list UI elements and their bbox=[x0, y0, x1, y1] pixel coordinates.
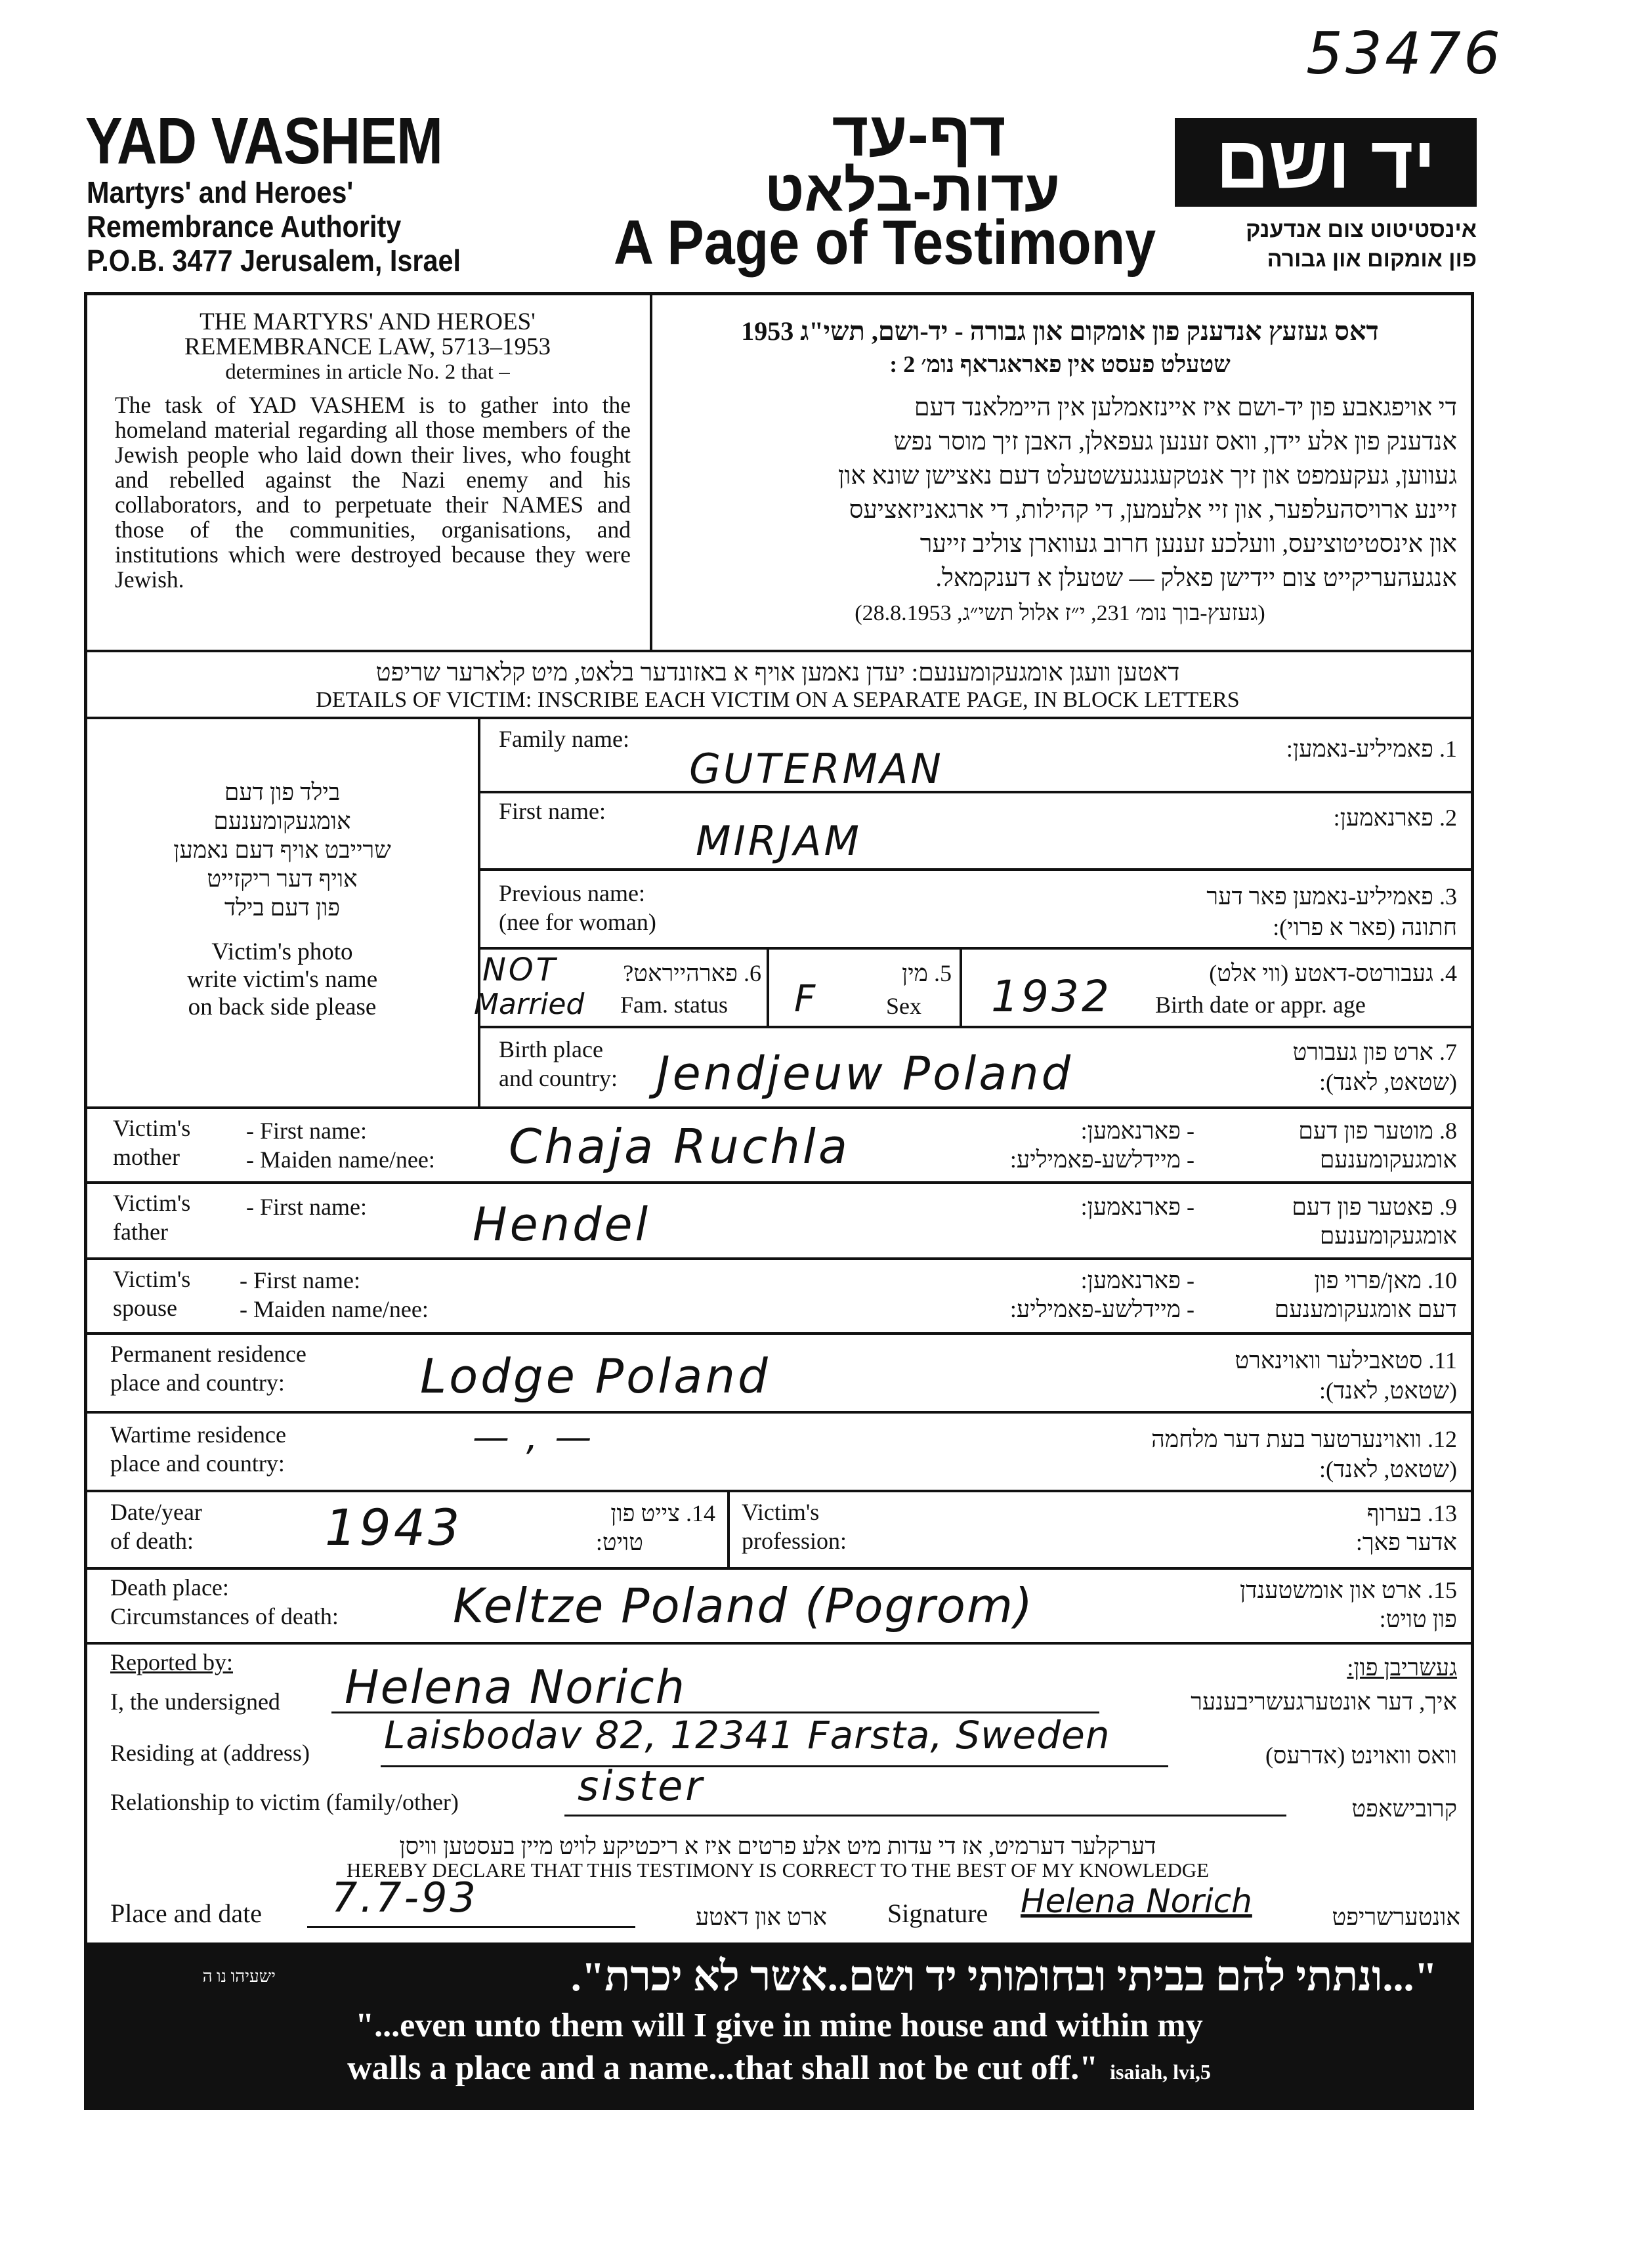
family-name-value[interactable]: GUTERMAN bbox=[689, 745, 944, 793]
birth-date-value[interactable]: 1932 bbox=[991, 971, 1112, 1022]
residing-label-yiddish: וואס וואוינט (אדרעס) bbox=[1265, 1742, 1457, 1769]
family-name-label-yiddish: 1. פאמיליע-נאמען: bbox=[1286, 736, 1457, 762]
mother-maiden-name-label-yiddish: - מיידלשע-פאמיליע: bbox=[1009, 1146, 1194, 1173]
details-heading: DETAILS OF VICTIM: INSCRIBE EACH VICTIM ON A SEPARATE PAGE, IN BLOCK LETTERS bbox=[316, 688, 1240, 712]
spouse-title-2: spouse bbox=[113, 1295, 177, 1321]
row-line bbox=[479, 1026, 1473, 1028]
footer-line-1: "...even unto them will I give in mine house and within my bbox=[355, 2007, 1203, 2044]
birth-place-label: Birth place bbox=[499, 1036, 603, 1062]
declaration: HEREBY DECLARE THAT THIS TESTIMONY IS CORRECT TO THE BEST OF MY KNOWLEDGE bbox=[346, 1858, 1210, 1881]
logo-sub-2: פון אומקום און גבורה bbox=[1267, 247, 1477, 272]
relationship-label-yiddish: קרובישאפט bbox=[1351, 1796, 1457, 1822]
wartime-residence-value[interactable]: — , — bbox=[473, 1416, 595, 1459]
first-name-label: First name: bbox=[499, 798, 606, 824]
wartime-residence-sublabel: place and country: bbox=[110, 1450, 285, 1477]
org-name: YAD VASHEM bbox=[85, 104, 443, 178]
death-place-label-yiddish: 15. ארט און אומשטענדן bbox=[1240, 1577, 1457, 1603]
fam-status-label: Fam. status bbox=[620, 992, 729, 1018]
mother-title-yiddish: 8. מוטער פון דעם bbox=[1298, 1118, 1457, 1144]
law-yiddish-heading-2: שטעלט פעסט אין פאראגראף נומ׳ 2 : bbox=[889, 351, 1231, 377]
death-place-label: Death place: bbox=[110, 1574, 229, 1601]
details-heading-yiddish: דאטען וועגן אומגעקומענעם: יעדן נאמען אויף א באזונדער בלאט, מיט קלארער שריפט bbox=[375, 659, 1180, 686]
row-line bbox=[85, 1411, 1473, 1414]
photo-english-3: on back side please bbox=[188, 994, 377, 1020]
birth-place-label-yiddish: 7. ארט פון געבורט bbox=[1292, 1039, 1457, 1065]
permanent-residence-sublabel: place and country: bbox=[110, 1370, 285, 1396]
residing-value[interactable]: Laisbodav 82, 12341 Farsta, Sweden bbox=[384, 1713, 1110, 1757]
law-yiddish-heading-1: דאס געזעץ אנדענק פון אומקום און גבורה - יד-ושם, תשי"ג 1953 bbox=[741, 316, 1379, 346]
signature-label: Signature bbox=[887, 1899, 988, 1928]
col-divider bbox=[960, 947, 962, 1026]
law-yiddish-line: און אינסטיטוציעס, וועלכע זענען חרוב געווארן צוליב זייער bbox=[919, 530, 1457, 558]
place-date-value[interactable]: 7.7-93 bbox=[331, 1874, 478, 1922]
permanent-residence-sublabel-yiddish: (שטאט, לאנד): bbox=[1319, 1377, 1457, 1404]
row-line bbox=[479, 868, 1473, 871]
photo-divider bbox=[478, 718, 480, 1108]
reported-by-label: Reported by: bbox=[110, 1649, 233, 1675]
spouse-first-name-label: - First name: bbox=[240, 1267, 360, 1293]
org-line1: Martyrs' and Heroes' bbox=[87, 175, 354, 209]
undersigned-label-yiddish: איך, דער אונטערגעשריבענער bbox=[1191, 1689, 1457, 1715]
spouse-title-yiddish-2: דעם אומגעקומענעם bbox=[1274, 1296, 1457, 1322]
permanent-residence-label: Permanent residence bbox=[110, 1341, 306, 1367]
death-place-sublabel-yiddish: פון טויט: bbox=[1379, 1606, 1457, 1632]
profession-sublabel: profession: bbox=[742, 1528, 847, 1554]
death-date-label-yiddish: 14. צייט פון bbox=[610, 1500, 715, 1526]
law-heading-2: REMEMBRANCE LAW, 5713–1953 bbox=[184, 333, 551, 360]
wartime-residence-sublabel-yiddish: (שטאט, לאנד): bbox=[1319, 1456, 1457, 1482]
place-date-label: Place and date bbox=[110, 1899, 262, 1928]
row-line bbox=[85, 1642, 1473, 1645]
fam-status-value-2[interactable]: Married bbox=[474, 988, 585, 1021]
photo-yiddish-5: פון דעם בילד bbox=[224, 894, 341, 921]
law-yiddish-line: די אויפגאבע פון יד-ושם איז איינזאמלען אין היימלאנד דעם bbox=[914, 394, 1457, 421]
spouse-title: Victim's bbox=[113, 1266, 191, 1292]
footer-hebrew: "...ונתתי להם בביתי ובחומותי יד ושם..אשר לא יכרת". bbox=[570, 1953, 1437, 2000]
relationship-value[interactable]: sister bbox=[578, 1762, 705, 1810]
previous-name-sublabel: (nee for woman) bbox=[499, 909, 656, 935]
photo-yiddish-2: אומגעקומענעם bbox=[213, 808, 351, 834]
birth-place-sublabel-yiddish: (שטאט, לאנד): bbox=[1319, 1069, 1457, 1095]
row-line bbox=[85, 1181, 1473, 1184]
residing-underline bbox=[381, 1765, 1168, 1767]
law-yiddish-citation: (געזעץ-בוך נומ׳ 231, י״ז אלול תשי״ג, 28.8.1953) bbox=[855, 601, 1265, 625]
row-line bbox=[479, 947, 1473, 950]
fam-status-label-yiddish: 6. פארהייראט? bbox=[623, 960, 761, 986]
wartime-residence-label-yiddish: 12. וואוינערטער בעת דער מלחמה bbox=[1151, 1426, 1457, 1452]
father-value[interactable]: Hendel bbox=[473, 1198, 651, 1251]
father-title-2: father bbox=[113, 1219, 168, 1245]
sex-label: Sex bbox=[886, 993, 921, 1019]
law-bottom-line bbox=[85, 650, 1473, 652]
org-line2: Remembrance Authority bbox=[87, 209, 402, 243]
spouse-maiden-name-label-yiddish: - מיידלשע-פאמיליע: bbox=[1009, 1296, 1194, 1322]
father-first-name-label: - First name: bbox=[246, 1194, 367, 1220]
father-title-yiddish-2: אומגעקומענעם bbox=[1319, 1223, 1457, 1249]
reported-by-label-yiddish: געשריבן פון: bbox=[1347, 1654, 1457, 1681]
law-divider bbox=[650, 294, 652, 652]
father-title-yiddish: 9. פאטער פון דעם bbox=[1292, 1194, 1457, 1220]
photo-yiddish-1: בילד פון דעם bbox=[224, 779, 341, 805]
family-name-label: Family name: bbox=[499, 726, 629, 752]
birth-date-label: Birth date or appr. age bbox=[1155, 992, 1366, 1018]
law-heading-1: THE MARTYRS' AND HEROES' bbox=[200, 308, 536, 335]
profession-sublabel-yiddish: אדער פאך: bbox=[1355, 1529, 1457, 1555]
permanent-residence-value[interactable]: Lodge Poland bbox=[420, 1349, 771, 1404]
death-date-value[interactable]: 1943 bbox=[325, 1498, 463, 1557]
undersigned-label: I, the undersigned bbox=[110, 1689, 280, 1715]
sex-value[interactable]: F bbox=[794, 978, 818, 1020]
wartime-residence-label: Wartime residence bbox=[110, 1421, 286, 1448]
law-yiddish-line: זיינע ארויסהעלפער, און זיי אלעמען, די קהילות, די ארגאניזאציעס bbox=[849, 496, 1457, 524]
law-heading-3: determines in article No. 2 that – bbox=[225, 360, 510, 384]
mother-first-name-label-yiddish: - פארנאמען: bbox=[1080, 1118, 1194, 1144]
permanent-residence-label-yiddish: 11. סטאבילער וואוינארט bbox=[1235, 1347, 1457, 1374]
row-line bbox=[85, 1567, 1473, 1570]
footer-line-2-row bbox=[85, 2048, 1473, 2097]
signature-label-yiddish: אונטערשריפט bbox=[1332, 1904, 1460, 1930]
relationship-label: Relationship to victim (family/other) bbox=[110, 1789, 459, 1815]
previous-name-sublabel-yiddish: חתונה (פאר א פרוי): bbox=[1273, 914, 1457, 940]
logo-sub-1: אינסטיטוט צום אנדענק bbox=[1246, 217, 1477, 242]
mother-maiden-name-label: - Maiden name/nee: bbox=[246, 1146, 435, 1173]
sex-label-yiddish: 5. מין bbox=[902, 960, 952, 986]
place-date-label-yiddish: ארט און דאטע bbox=[695, 1904, 827, 1930]
father-title: Victim's bbox=[113, 1190, 191, 1216]
place-date-underline bbox=[307, 1926, 635, 1928]
birth-place-value[interactable]: Jendjeuw Poland bbox=[656, 1047, 1074, 1101]
org-line3: P.O.B. 3477 Jerusalem, Israel bbox=[87, 243, 461, 278]
law-yiddish-line: אנגעהעריקייט צום יידישן פאלק — שטעלן א דענקמאל. bbox=[935, 564, 1457, 592]
mother-title: Victim's bbox=[113, 1115, 191, 1141]
profession-label: Victim's bbox=[742, 1499, 820, 1525]
first-name-label-yiddish: 2. פארנאמען: bbox=[1333, 805, 1457, 831]
undersigned-value[interactable]: Helena Norich bbox=[345, 1660, 686, 1714]
mother-first-name-label: - First name: bbox=[246, 1118, 367, 1144]
photo-yiddish-3: שרייבט אויף דעם נאמען bbox=[173, 837, 391, 863]
law-yiddish-line: אנדענק פון אלע יידן, וואס זענען געפאלן, האבן זיך מוסר נפש bbox=[893, 428, 1457, 455]
spouse-first-name-label-yiddish: - פארנאמען: bbox=[1080, 1267, 1194, 1293]
death-place-value[interactable]: Keltze Poland (Pogrom) bbox=[453, 1578, 1034, 1633]
photo-yiddish-4: אויף דער ריקזייט bbox=[207, 866, 358, 892]
death-date-sublabel: of death: bbox=[110, 1528, 194, 1554]
row-line bbox=[85, 1106, 1473, 1109]
mother-title-yiddish-2: אומגעקומענעם bbox=[1319, 1146, 1457, 1173]
law-body: The task of YAD VASHEM is to gather into the homeland material regarding all those members of the Jewish people who laid down their lives, who fought and rebelled against the Nazi enemy and his collaborators, and to perpetuate their NAMES and those of the communities, organisations, and institutions which were destroyed because they were Jewish. bbox=[115, 392, 631, 593]
signature-value[interactable]: Helena Norich bbox=[1021, 1882, 1252, 1920]
footer-hebrew-ref: ישעיהו נו ה bbox=[202, 1967, 276, 1986]
col-divider bbox=[767, 947, 769, 1026]
spouse-maiden-name-label: - Maiden name/nee: bbox=[240, 1296, 429, 1322]
record-number: 53476 bbox=[1306, 20, 1503, 87]
details-bottom-line bbox=[85, 717, 1473, 719]
photo-english-1: Victim's photo bbox=[211, 938, 353, 965]
title-english: A Page of Testimony bbox=[614, 207, 1156, 278]
law-yiddish-line: געווען, געקעמפט און זיך אנטקעגנגעשטעלט דעם נאצישן שונא און bbox=[837, 462, 1457, 490]
death-place-sublabel: Circumstances of death: bbox=[110, 1603, 339, 1629]
relationship-underline bbox=[564, 1815, 1286, 1816]
father-first-name-label-yiddish: - פארנאמען: bbox=[1080, 1194, 1194, 1220]
death-date-sublabel-yiddish: טויט: bbox=[595, 1529, 643, 1555]
photo-english-2: write victim's name bbox=[186, 966, 378, 993]
row-line bbox=[85, 1332, 1473, 1335]
mother-title-2: mother bbox=[113, 1144, 180, 1170]
spouse-title-yiddish: 10. מאן/פרוי פון bbox=[1314, 1267, 1457, 1293]
profession-label-yiddish: 13. בערוף bbox=[1366, 1500, 1457, 1526]
residing-label: Residing at (address) bbox=[110, 1740, 310, 1766]
title-hebrew-1: דף-עד bbox=[832, 99, 1006, 169]
footer-band bbox=[85, 1942, 1473, 2109]
fam-status-value-1[interactable]: NOT bbox=[482, 952, 559, 988]
row-line bbox=[479, 791, 1473, 793]
yad-vashem-logo bbox=[1175, 118, 1477, 207]
footer-line-2: walls a place and a name...that shall not be cut off." bbox=[347, 2049, 1099, 2087]
row-line bbox=[85, 1257, 1473, 1260]
birth-place-sublabel: and country: bbox=[499, 1065, 618, 1091]
previous-name-label-yiddish: 3. פאמיליע-נאמען פאר דער bbox=[1206, 883, 1457, 910]
declaration-yiddish: דערקלער דערמיט, אז די עדות מיט אלע פרטים איז א ריכטיקע לויט מיין בעסטען וויסן bbox=[399, 1833, 1156, 1859]
birth-date-label-yiddish: 4. געבורטס-דאטע (ווי אלט) bbox=[1209, 960, 1457, 986]
row-line bbox=[85, 1490, 1473, 1492]
death-date-label: Date/year bbox=[110, 1499, 202, 1525]
logo-hebrew: יד ושם bbox=[1215, 121, 1436, 203]
mother-value[interactable]: Chaja Ruchla bbox=[509, 1119, 851, 1174]
first-name-value[interactable]: MIRJAM bbox=[696, 817, 862, 865]
previous-name-label: Previous name: bbox=[499, 880, 645, 906]
title-hebrew-2: עדות-בלאט bbox=[764, 158, 1061, 223]
footer-ref: isaiah, lvi,5 bbox=[1110, 2060, 1211, 2084]
col-divider bbox=[727, 1490, 730, 1567]
